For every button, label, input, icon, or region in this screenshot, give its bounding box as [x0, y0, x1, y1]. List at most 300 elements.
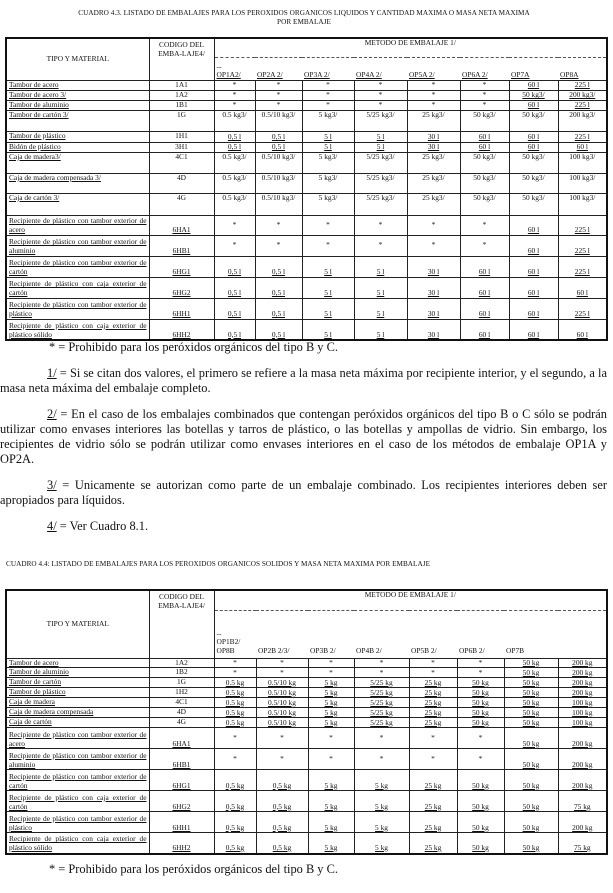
- value-cell: 225 l: [558, 235, 607, 256]
- table-row: [6, 698, 607, 708]
- value-cell: 200 kg: [558, 688, 607, 698]
- code-cell: 6HA1: [149, 215, 214, 235]
- code-cell: 1A2: [149, 91, 214, 101]
- table2-footnote: * = Prohibido para los peróxidos orgánicos del tipo B y C.: [49, 862, 338, 876]
- value-cell: 25 kg3/: [407, 111, 460, 132]
- value-cell: 5 kg: [354, 812, 409, 833]
- value-cell: 0,5 l: [255, 277, 302, 298]
- dash-mark: --: [216, 628, 222, 638]
- code-cell: 6HG2: [149, 277, 214, 298]
- value-cell: 60 l: [509, 81, 558, 91]
- value-cell: *: [354, 91, 407, 101]
- material-cell: Recipiente de plástico con tambor exterior de plástico: [6, 812, 149, 833]
- value-cell: 225 l: [558, 215, 607, 235]
- value-cell: 60 l: [460, 298, 509, 319]
- note-star: * = Prohibido para los peróxidos orgánicos del tipo B y C.: [49, 340, 338, 354]
- material-cell: Recipiente de plástico con tambor exterior de acero: [6, 215, 149, 235]
- note-4: [0, 519, 613, 534]
- value-cell: 0.5 kg3/: [214, 173, 255, 193]
- value-cell: *: [214, 235, 255, 256]
- value-cell: *: [409, 728, 457, 749]
- value-cell: 0.5 kg3/: [214, 193, 255, 215]
- value-cell: *: [354, 81, 407, 91]
- value-cell: 0.5 kg: [214, 718, 256, 728]
- value-cell: 5/25 kg: [354, 698, 409, 708]
- value-cell: 225 l: [558, 81, 607, 91]
- value-cell: 60 l: [509, 256, 558, 277]
- value-cell: *: [308, 658, 354, 668]
- note-4-text: = Ver Cuadro 8.1.: [56, 519, 149, 533]
- value-cell: 50 kg: [457, 833, 504, 854]
- method-label: OP3A 2/: [304, 70, 330, 80]
- value-cell: *: [354, 235, 407, 256]
- value-cell: 0,5 l: [214, 132, 255, 143]
- material-cell: Tambor de plástico: [6, 132, 149, 143]
- value-cell: 60 l: [509, 277, 558, 298]
- value-cell: 225 l: [558, 101, 607, 111]
- value-cell: *: [214, 668, 256, 678]
- value-cell: *: [255, 101, 302, 111]
- value-cell: 60 l: [460, 132, 509, 143]
- value-cell: 225 l: [558, 132, 607, 143]
- note-2: [0, 407, 613, 467]
- method-column-header: [302, 58, 354, 81]
- value-cell: 5 l: [302, 256, 354, 277]
- table-row: [6, 101, 607, 111]
- value-cell: 5/25 kg: [354, 708, 409, 718]
- table1-caption: [4, 9, 604, 27]
- value-cell: 60 l: [460, 277, 509, 298]
- value-cell: 60 l: [558, 277, 607, 298]
- method-column-header: [354, 58, 407, 81]
- value-cell: *: [214, 658, 256, 668]
- table-row: [6, 235, 607, 256]
- value-cell: 5 l: [354, 256, 407, 277]
- header-material: TIPO Y MATERIAL: [6, 590, 149, 658]
- value-cell: *: [460, 91, 509, 101]
- value-cell: 50 kg: [504, 791, 558, 812]
- value-cell: 30 l: [407, 143, 460, 153]
- value-cell: 50 kg3/: [509, 91, 558, 101]
- value-cell: 0.5/10 kg: [256, 718, 308, 728]
- table-row: [6, 193, 607, 215]
- value-cell: 50 kg: [457, 708, 504, 718]
- method-column-header: [308, 610, 354, 658]
- value-cell: 0,5 l: [214, 256, 255, 277]
- value-cell: *: [457, 668, 504, 678]
- value-cell: *: [302, 235, 354, 256]
- method-label: OP2A 2/: [257, 70, 283, 80]
- value-cell: 200 kg3/: [558, 91, 607, 101]
- value-cell: 50 kg: [457, 812, 504, 833]
- code-cell: 1H2: [149, 688, 214, 698]
- value-cell: *: [409, 658, 457, 668]
- material-cell: Tambor de acero 3/: [6, 91, 149, 101]
- material-cell: Caja de cartón: [6, 718, 149, 728]
- material-cell: Recipiente de plástico con tambor exterior de aluminio: [6, 235, 149, 256]
- value-cell: 0,5 kg: [256, 812, 308, 833]
- value-cell: 50 kg: [457, 688, 504, 698]
- method-column-header: [214, 610, 256, 658]
- method-label: OP1A2/: [216, 70, 241, 80]
- value-cell: 50 kg: [504, 658, 558, 668]
- value-cell: 0.5/10 kg: [256, 708, 308, 718]
- code-cell: 4C1: [149, 698, 214, 708]
- value-cell: 5/25 kg3/: [354, 152, 407, 173]
- value-cell: 100 kg: [558, 708, 607, 718]
- code-cell: 1B1: [149, 101, 214, 111]
- value-cell: 60 l: [509, 132, 558, 143]
- code-cell: 6HA1: [149, 728, 214, 749]
- value-cell: 0,5 l: [255, 319, 302, 340]
- value-cell: *: [255, 235, 302, 256]
- table-row: [6, 658, 607, 668]
- value-cell: 5 kg: [308, 791, 354, 812]
- method-label: OP3B 2/: [310, 645, 336, 655]
- method-label: OP8A: [560, 70, 579, 80]
- value-cell: 50 kg: [457, 770, 504, 791]
- value-cell: 0,5 kg: [214, 812, 256, 833]
- value-cell: *: [256, 728, 308, 749]
- value-cell: 50 kg: [457, 791, 504, 812]
- code-cell: 6HB1: [149, 235, 214, 256]
- value-cell: 5 kg: [308, 678, 354, 688]
- material-cell: Tambor de aluminio: [6, 101, 149, 111]
- value-cell: 50 kg: [504, 770, 558, 791]
- value-cell: 50 kg3/: [460, 111, 509, 132]
- value-cell: 0.5/10 kg3/: [255, 193, 302, 215]
- code-cell: 1G: [149, 111, 214, 132]
- header-method: METODO DE EMBALAJE 1/: [214, 38, 607, 58]
- table1-caption-line1: CUADRO 4.3. LISTADO DE EMBALAJES PARA LOS PEROXIDOS ORGANICOS LIQUIDOS Y CANTIDAD MAXIMA O MASA NETA MAXIMA: [78, 9, 530, 17]
- value-cell: 60 l: [460, 143, 509, 153]
- header-material: TIPO Y MATERIAL: [6, 38, 149, 81]
- value-cell: *: [308, 728, 354, 749]
- value-cell: *: [302, 215, 354, 235]
- value-cell: *: [460, 101, 509, 111]
- value-cell: 0.5 kg: [214, 708, 256, 718]
- table-row: [6, 173, 607, 193]
- table-row: [6, 718, 607, 728]
- value-cell: 60 l: [509, 319, 558, 340]
- code-cell: 6HG1: [149, 770, 214, 791]
- value-cell: 5/25 kg: [354, 718, 409, 728]
- value-cell: *: [308, 668, 354, 678]
- value-cell: 50 kg3/: [460, 173, 509, 193]
- value-cell: *: [354, 101, 407, 111]
- value-cell: 5 l: [302, 298, 354, 319]
- value-cell: 25 kg3/: [407, 152, 460, 173]
- code-cell: 1A2: [149, 658, 214, 668]
- code-cell: 6HG1: [149, 256, 214, 277]
- table-row: [6, 833, 607, 854]
- value-cell: *: [255, 81, 302, 91]
- value-cell: *: [302, 101, 354, 111]
- value-cell: 0.5/10 kg: [256, 678, 308, 688]
- method-label: OP5B 2/: [411, 645, 437, 655]
- value-cell: 5 kg: [308, 698, 354, 708]
- value-cell: 0.5/10 kg: [256, 688, 308, 698]
- value-cell: 225 l: [558, 256, 607, 277]
- note-1: [0, 366, 613, 396]
- value-cell: 60 l: [460, 319, 509, 340]
- table-row: [6, 791, 607, 812]
- value-cell: 5 kg: [308, 708, 354, 718]
- value-cell: 0.5/10 kg: [256, 698, 308, 708]
- value-cell: *: [255, 91, 302, 101]
- value-cell: *: [407, 101, 460, 111]
- value-cell: 50 kg: [457, 698, 504, 708]
- note-1-mark: 1/: [47, 366, 57, 380]
- value-cell: *: [407, 81, 460, 91]
- value-cell: *: [214, 728, 256, 749]
- value-cell: 5/25 kg3/: [354, 173, 407, 193]
- code-cell: 6HH1: [149, 298, 214, 319]
- value-cell: 0.5 kg: [214, 678, 256, 688]
- value-cell: *: [308, 749, 354, 770]
- value-cell: 25 kg3/: [407, 193, 460, 215]
- value-cell: 200 kg3/: [558, 111, 607, 132]
- value-cell: 0,5 l: [214, 277, 255, 298]
- value-cell: *: [460, 81, 509, 91]
- table-row: [6, 81, 607, 91]
- value-cell: 30 l: [407, 132, 460, 143]
- method-label: OP1B2/ OP8B: [216, 637, 241, 655]
- table-row: [6, 91, 607, 101]
- value-cell: 200 kg: [558, 812, 607, 833]
- value-cell: *: [354, 215, 407, 235]
- value-cell: 5 kg: [354, 833, 409, 854]
- value-cell: 0.5 kg: [214, 698, 256, 708]
- code-cell: 3H1: [149, 143, 214, 153]
- value-cell: 50 kg3/: [509, 193, 558, 215]
- value-cell: *: [457, 728, 504, 749]
- value-cell: 5/25 kg3/: [354, 193, 407, 215]
- method-column-header: [407, 58, 460, 81]
- value-cell: *: [214, 81, 255, 91]
- value-cell: 5 kg3/: [302, 111, 354, 132]
- method-label: OP4A 2/: [356, 70, 382, 80]
- material-cell: Recipiente de plástico con tambor exterior de aluminio: [6, 749, 149, 770]
- method-column-header: [409, 610, 457, 658]
- table-row: [6, 277, 607, 298]
- material-cell: Tambor de acero: [6, 81, 149, 91]
- table-row: [6, 143, 607, 153]
- value-cell: 60 l: [509, 235, 558, 256]
- value-cell: *: [409, 668, 457, 678]
- value-cell: *: [409, 749, 457, 770]
- value-cell: 50 kg3/: [460, 193, 509, 215]
- value-cell: 5 kg: [308, 812, 354, 833]
- value-cell: 0,5 kg: [256, 770, 308, 791]
- value-cell: 5 l: [354, 143, 407, 153]
- value-cell: 50 kg: [457, 678, 504, 688]
- value-cell: 0,5 l: [255, 143, 302, 153]
- value-cell: *: [256, 658, 308, 668]
- code-cell: 6HG2: [149, 791, 214, 812]
- material-cell: Recipiente de plástico con caja exterior de cartón: [6, 277, 149, 298]
- table-row: [6, 319, 607, 340]
- value-cell: 5/25 kg3/: [354, 111, 407, 132]
- method-label: OP7B: [506, 645, 525, 655]
- value-cell: 25 kg: [409, 833, 457, 854]
- value-cell: *: [354, 668, 409, 678]
- header-method: METODO DE EMBALAJE 1/: [214, 590, 607, 610]
- table-row: [6, 111, 607, 132]
- table-row: [6, 152, 607, 173]
- value-cell: 50 kg3/: [509, 152, 558, 173]
- material-cell: Bidón de plástico: [6, 143, 149, 153]
- value-cell: 0.5 kg: [214, 688, 256, 698]
- value-cell: 5 l: [354, 319, 407, 340]
- value-cell: 50 kg: [504, 833, 558, 854]
- value-cell: 60 l: [509, 298, 558, 319]
- method-label: OP5A 2/: [409, 70, 435, 80]
- value-cell: *: [255, 215, 302, 235]
- value-cell: 0,5 l: [255, 298, 302, 319]
- table-row: [6, 749, 607, 770]
- code-cell: 4G: [149, 193, 214, 215]
- method-column-header: [558, 610, 607, 658]
- value-cell: 100 kg3/: [558, 152, 607, 173]
- value-cell: 225 l: [558, 298, 607, 319]
- method-label: OP6B 2/: [459, 645, 485, 655]
- material-cell: Recipiente de plástico con caja exterior de plástico sólido: [6, 833, 149, 854]
- table-row: [6, 688, 607, 698]
- table-row: [6, 708, 607, 718]
- value-cell: 200 kg: [558, 668, 607, 678]
- value-cell: 5 kg: [308, 833, 354, 854]
- value-cell: 5 l: [302, 132, 354, 143]
- note-1-text: = Si se citan dos valores, el primero se refiere a la masa neta máxima por recipiente interior, y el segundo, a la masa neta máxima del embalaje completo.: [0, 366, 607, 395]
- value-cell: 75 kg: [558, 791, 607, 812]
- value-cell: 0,5 l: [214, 298, 255, 319]
- value-cell: 0,5 kg: [214, 833, 256, 854]
- value-cell: 30 l: [407, 256, 460, 277]
- code-cell: 6HB1: [149, 749, 214, 770]
- value-cell: 25 kg: [409, 770, 457, 791]
- table-row: [6, 812, 607, 833]
- value-cell: 200 kg: [558, 678, 607, 688]
- table-row: [6, 215, 607, 235]
- value-cell: 50 kg: [504, 678, 558, 688]
- value-cell: 5 l: [354, 132, 407, 143]
- value-cell: 25 kg: [409, 791, 457, 812]
- value-cell: 60 l: [509, 143, 558, 153]
- material-cell: Recipiente de plástico con caja exterior de plástico sólido: [6, 319, 149, 340]
- value-cell: 50 kg: [504, 718, 558, 728]
- value-cell: 5 l: [302, 277, 354, 298]
- note-3-mark: 3/: [47, 478, 57, 492]
- method-label: OP6A 2/: [462, 70, 488, 80]
- value-cell: *: [407, 235, 460, 256]
- value-cell: 5 kg: [308, 770, 354, 791]
- material-cell: Caja de cartón 3/: [6, 193, 149, 215]
- value-cell: 60 l: [558, 143, 607, 153]
- value-cell: *: [302, 91, 354, 101]
- value-cell: 5 l: [354, 298, 407, 319]
- header-code: CODIGO DEL EMBA-LAJE4/: [149, 38, 214, 81]
- value-cell: 100 kg: [558, 718, 607, 728]
- table1-liquid-peroxides: [5, 37, 608, 341]
- code-cell: 1H1: [149, 132, 214, 143]
- method-label: OP7A: [511, 70, 530, 80]
- note-4-mark: 4/: [47, 519, 57, 533]
- value-cell: *: [214, 101, 255, 111]
- code-cell: 1A1: [149, 81, 214, 91]
- material-cell: Caja de madera compensada 3/: [6, 173, 149, 193]
- value-cell: 100 kg: [558, 698, 607, 708]
- value-cell: *: [407, 91, 460, 101]
- value-cell: 25 kg: [409, 678, 457, 688]
- value-cell: 50 kg3/: [460, 152, 509, 173]
- value-cell: 200 kg: [558, 658, 607, 668]
- value-cell: 5 l: [302, 143, 354, 153]
- value-cell: 100 kg3/: [558, 193, 607, 215]
- code-cell: 4C1: [149, 152, 214, 173]
- table-row: [6, 298, 607, 319]
- value-cell: 25 kg: [409, 812, 457, 833]
- value-cell: 50 kg: [504, 812, 558, 833]
- notes-section: [0, 340, 613, 534]
- value-cell: 25 kg3/: [407, 173, 460, 193]
- table1-caption-line2: POR EMBALAJE: [277, 18, 331, 26]
- value-cell: 50 kg: [504, 698, 558, 708]
- value-cell: 25 kg: [409, 718, 457, 728]
- value-cell: 5 l: [354, 277, 407, 298]
- table-row: [6, 770, 607, 791]
- table2-solid-peroxides: [5, 589, 608, 855]
- value-cell: 0.5/10 kg3/: [255, 111, 302, 132]
- value-cell: 100 kg3/: [558, 173, 607, 193]
- value-cell: 25 kg: [409, 708, 457, 718]
- material-cell: Recipiente de plástico con tambor exterior de acero: [6, 728, 149, 749]
- code-cell: 1B2: [149, 668, 214, 678]
- code-cell: 6HH1: [149, 812, 214, 833]
- value-cell: 50 kg3/: [509, 111, 558, 132]
- value-cell: *: [214, 91, 255, 101]
- material-cell: Tambor de cartón: [6, 678, 149, 688]
- code-cell: 1G: [149, 678, 214, 688]
- material-cell: Recipiente de plástico con caja exterior de cartón: [6, 791, 149, 812]
- value-cell: 60 l: [558, 319, 607, 340]
- note-2-text: = En el caso de los embalajes combinados que contengan peróxidos orgánicos del tipo B o C sólo se podrán utilizar como envases interiores las botellas y tarros de plástico, o las botellas y ampollas de vidrio. Sin embargo, los recipientes de vidrio sólo se podrán utilizar como envases interiores en el caso de los métodos de embalaje OP1A y OP2A.: [0, 407, 607, 466]
- value-cell: *: [354, 728, 409, 749]
- value-cell: 50 kg: [504, 749, 558, 770]
- value-cell: 0.5/10 kg3/: [255, 173, 302, 193]
- value-cell: 50 kg: [504, 668, 558, 678]
- value-cell: 0,5 kg: [214, 791, 256, 812]
- value-cell: *: [460, 215, 509, 235]
- value-cell: 50 kg3/: [509, 173, 558, 193]
- value-cell: 200 kg: [558, 749, 607, 770]
- header-code: CODIGO DEL EMBA-LAJE4/: [149, 590, 214, 658]
- material-cell: Recipiente de plástico con tambor exterior de cartón: [6, 256, 149, 277]
- value-cell: *: [407, 215, 460, 235]
- value-cell: *: [354, 749, 409, 770]
- note-3-text: = Unicamente se autorizan como parte de un embalaje combinado. Los recipientes interiores deben ser apropiados para líquidos.: [0, 478, 607, 507]
- code-cell: 6HH2: [149, 833, 214, 854]
- value-cell: 60 l: [509, 215, 558, 235]
- value-cell: 25 kg: [409, 688, 457, 698]
- value-cell: *: [457, 658, 504, 668]
- code-cell: 4G: [149, 718, 214, 728]
- value-cell: 5 kg: [354, 791, 409, 812]
- method-column-header: [457, 610, 504, 658]
- material-cell: Caja de madera compensada: [6, 708, 149, 718]
- table-row: [6, 256, 607, 277]
- value-cell: *: [302, 81, 354, 91]
